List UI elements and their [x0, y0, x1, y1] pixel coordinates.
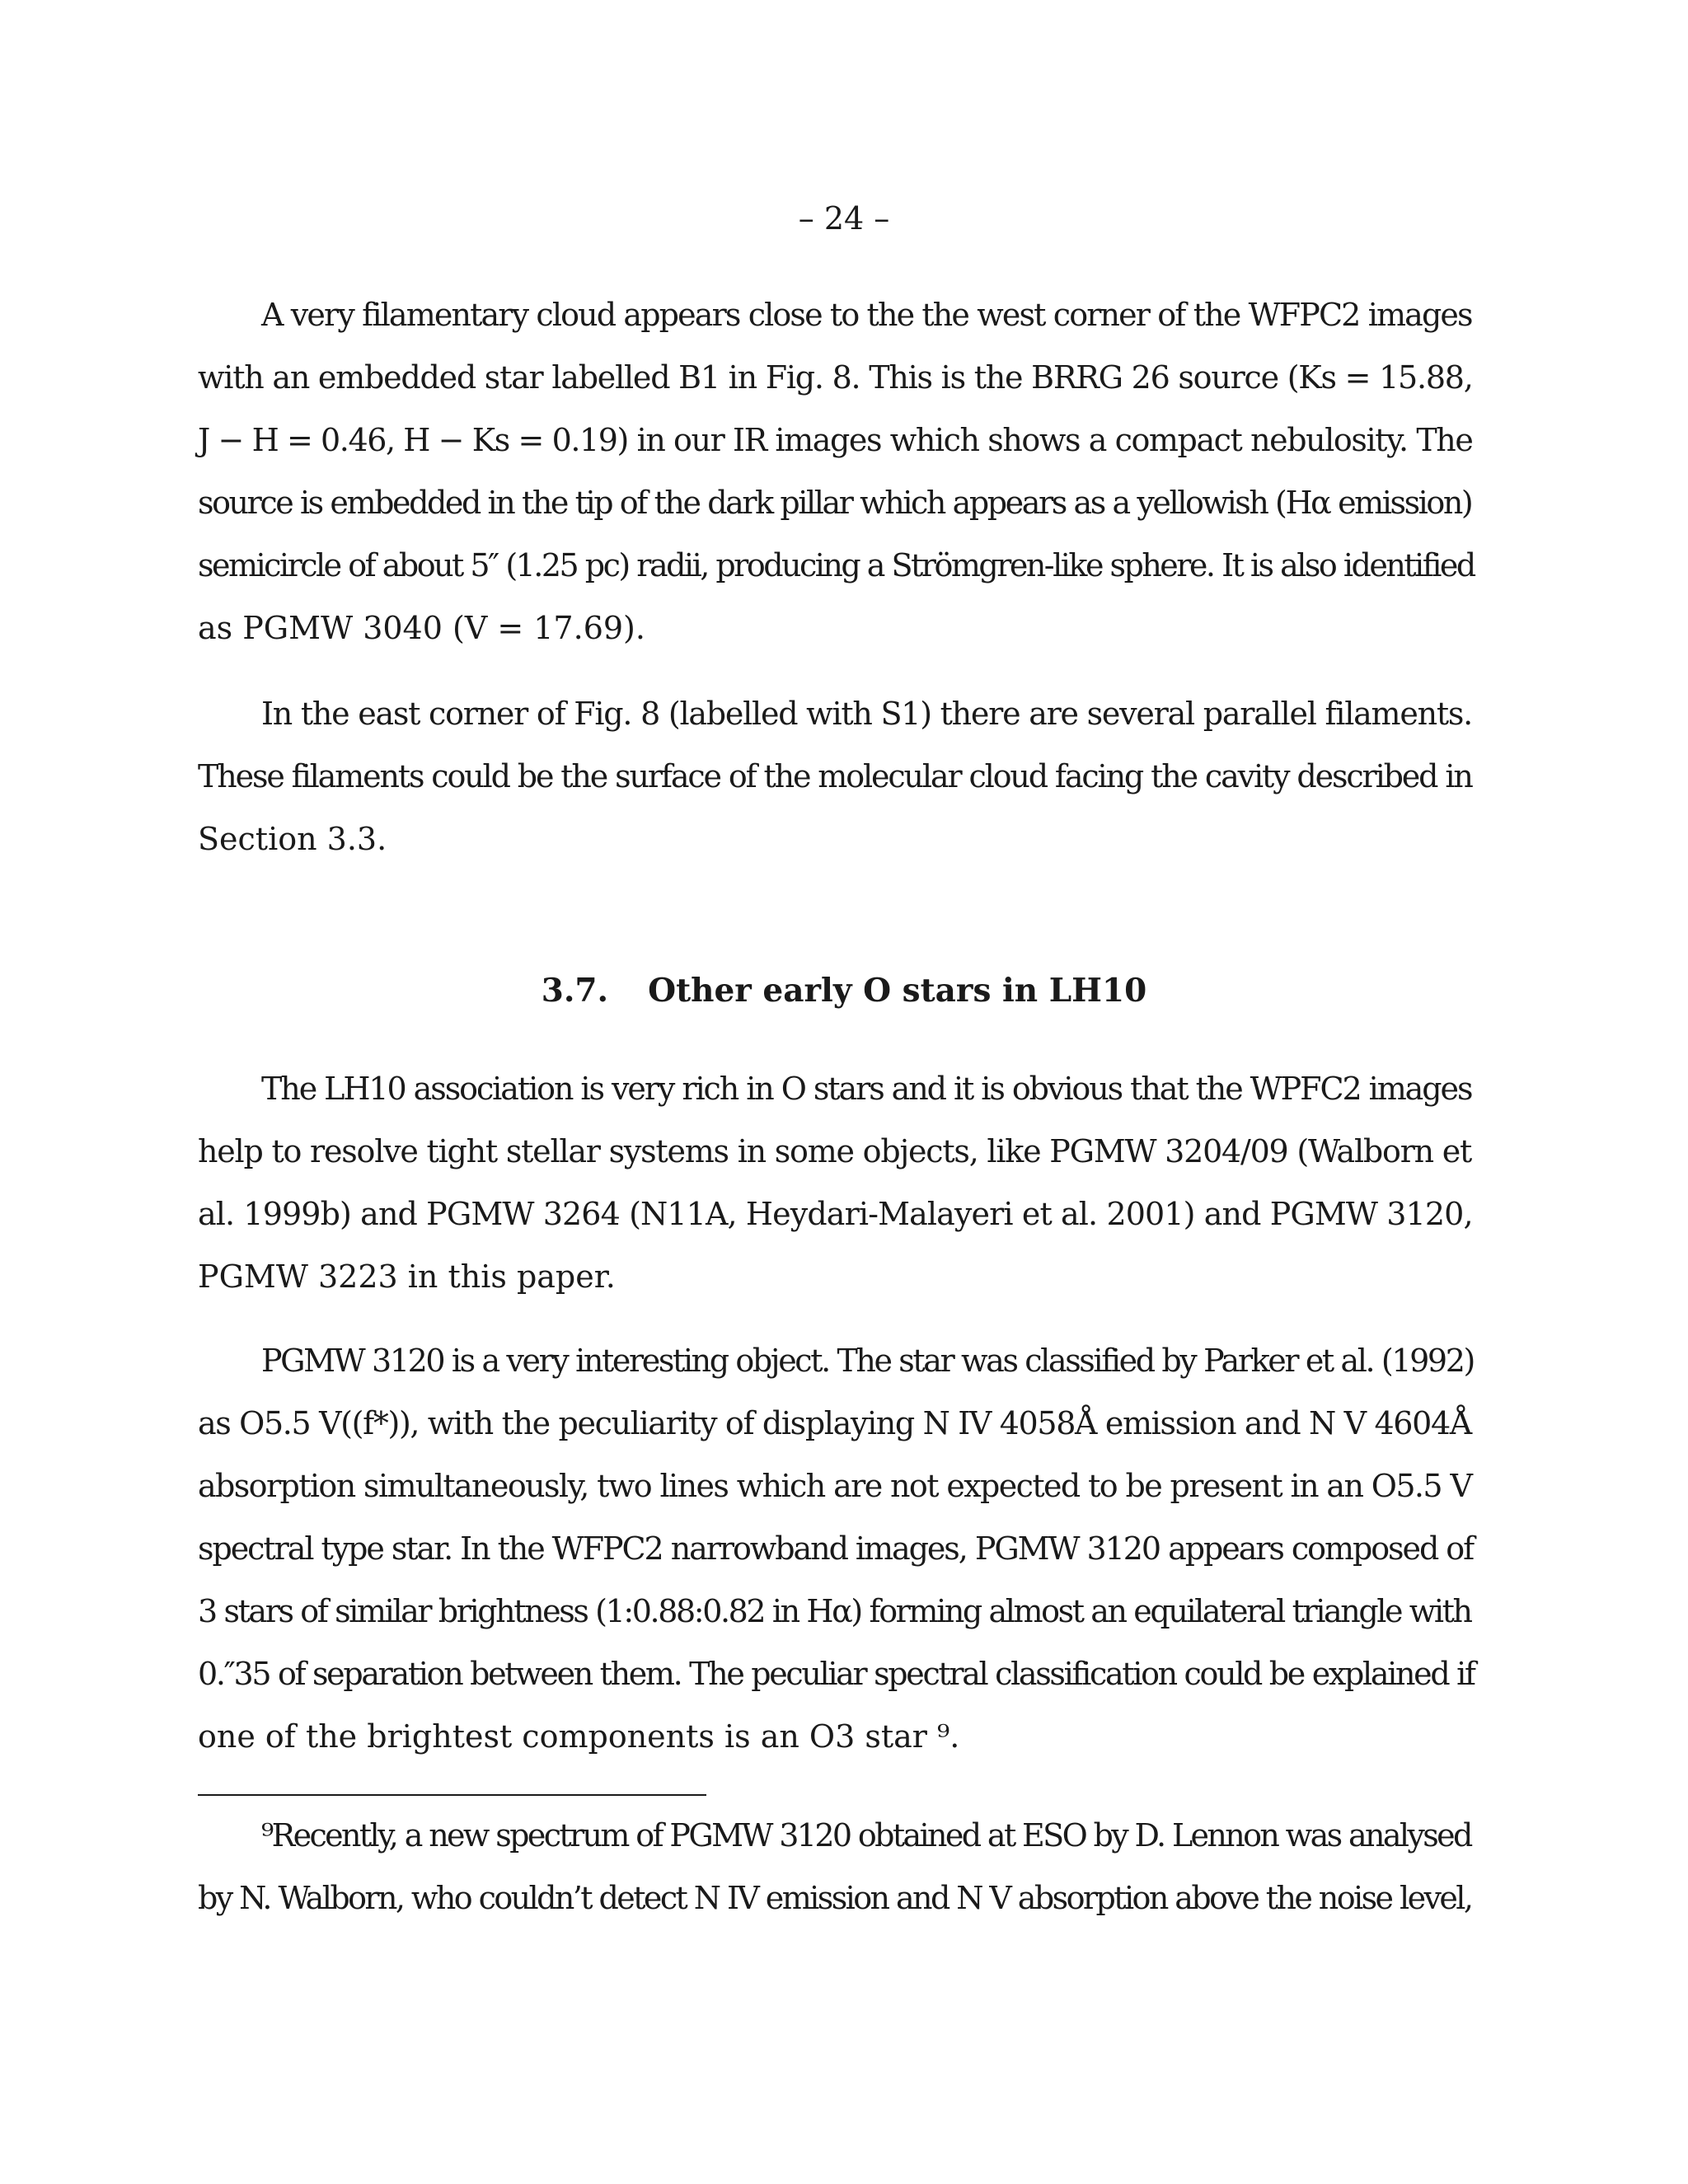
text-line: J − H = 0.46, H − Ks = 0.19) in our IR images which shows a compact nebulosity. The — [198, 422, 1473, 458]
text-line: as PGMW 3040 (V = 17.69). — [198, 610, 645, 646]
text-line: Section 3.3. — [198, 821, 387, 857]
text-line: The LH10 association is very rich in O stars and it is obvious that the WPFC2 images — [261, 1071, 1472, 1107]
text-line: one of the brightest components is an O3 star ⁹. — [198, 1718, 960, 1755]
text-line: A very filamentary cloud appears close to the the west corner of the WFPC2 images — [261, 297, 1472, 333]
text-line: as O5.5 V((f*)), with the peculiarity of displaying N IV 4058Å emission and N V 4604Å — [198, 1405, 1471, 1441]
text-line: These filaments could be the surface of the molecular cloud facing the cavity described in — [198, 758, 1472, 794]
section-heading — [0, 970, 1688, 1011]
text-line: ⁹Recently, a new spectrum of PGMW 3120 obtained at ESO by D. Lennon was analysed — [261, 1817, 1471, 1854]
text-line: 0.″35 of separation between them. The peculiar spectral classification could be explained if — [198, 1656, 1475, 1692]
footnote-rule — [198, 1794, 706, 1796]
text-line: source is embedded in the tip of the dark pillar which appears as a yellowish (Hα emission) — [198, 485, 1472, 521]
text-line: spectral type star. In the WFPC2 narrowband images, PGMW 3120 appears composed of — [198, 1530, 1474, 1567]
section-number: 3.7. — [541, 972, 609, 1010]
page-number: – 24 – — [798, 200, 890, 237]
text-line: with an embedded star labelled B1 in Fig. 8. This is the BRRG 26 source (Ks = 15.88, — [198, 359, 1473, 396]
text-line: 3 stars of similar brightness (1:0.88:0.82 in Hα) forming almost an equilateral triangle with — [198, 1593, 1471, 1629]
text-line: semicircle of about 5″ (1.25 pc) radii, producing a Strömgren-like sphere. It is also identified — [198, 547, 1475, 583]
text-line: help to resolve tight stellar systems in some objects, like PGMW 3204/09 (Walborn et — [198, 1133, 1472, 1169]
text-line: by N. Walborn, who couldn’t detect N IV emission and N V absorption above the noise level, — [198, 1880, 1472, 1916]
section-title: Other early O stars in LH10 — [648, 972, 1147, 1010]
text-line: PGMW 3223 in this paper. — [198, 1258, 616, 1295]
text-line: absorption simultaneously, two lines which are not expected to be present in an O5.5 V — [198, 1468, 1472, 1504]
text-line: In the east corner of Fig. 8 (labelled with S1) there are several parallel filaments. — [261, 696, 1472, 732]
text-line: PGMW 3120 is a very interesting object. The star was classified by Parker et al. (1992) — [261, 1343, 1474, 1379]
text-line: al. 1999b) and PGMW 3264 (N11A, Heydari-Malayeri et al. 2001) and PGMW 3120, — [198, 1196, 1473, 1232]
